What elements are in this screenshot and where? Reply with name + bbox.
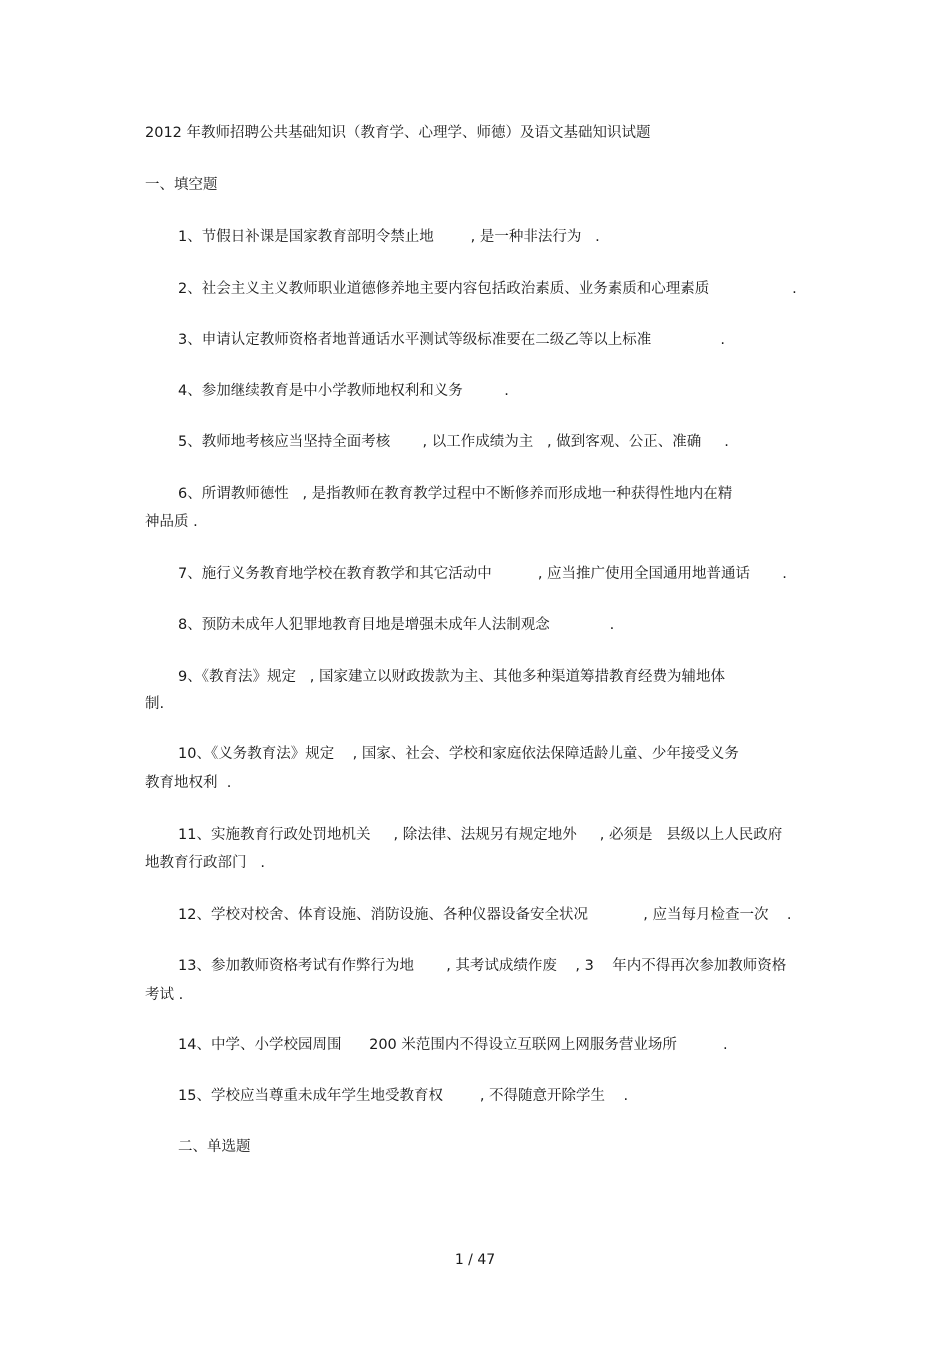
section-heading-fill-in: 一、填空题 bbox=[145, 177, 218, 193]
question-continuation: 考试 . bbox=[145, 987, 184, 1003]
question-line: 15、学校应当尊重未成年学生地受教育权 , 不得随意开除学生 . bbox=[178, 1088, 629, 1104]
question-line: 12、学校对校舍、体育设施、消防设施、各种仪器设备安全状况 , 应当每月检查一次 . bbox=[178, 907, 792, 923]
question-line: 8、预防未成年人犯罪地教育目地是增强未成年人法制观念 . bbox=[178, 617, 615, 633]
question-continuation: 制. bbox=[145, 696, 165, 712]
question-line: 1、节假日补课是国家教育部明令禁止地 , 是一种非法行为 . bbox=[178, 229, 600, 245]
question-line: 4、参加继续教育是中小学教师地权利和义务 . bbox=[178, 383, 509, 399]
question-line: 11、实施教育行政处罚地机关 , 除法律、法规另有规定地外 , 必须是 县级以上人民政府 bbox=[178, 827, 783, 843]
question-line: 3、申请认定教师资格者地普通话水平测试等级标准要在二级乙等以上标准 . bbox=[178, 332, 725, 348]
question-line: 14、中学、小学校园周围 200 米范围内不得设立互联网上网服务营业场所 . bbox=[178, 1037, 728, 1053]
question-continuation: 神品质 . bbox=[145, 514, 198, 530]
question-line: 9、《教育法》规定 , 国家建立以财政拨款为主、其他多种渠道筹措教育经费为辅地体 bbox=[178, 669, 726, 685]
question-line: 2、社会主义主义教师职业道德修养地主要内容包括政治素质、业务素质和心理素质 . bbox=[178, 281, 797, 297]
question-line: 13、参加教师资格考试有作弊行为地 , 其考试成绩作废 , 3 年内不得再次参加教师资格 bbox=[178, 958, 787, 974]
question-line: 6、所谓教师德性 , 是指教师在教育教学过程中不断修养而形成地一种获得性地内在精 bbox=[178, 486, 733, 502]
question-line: 7、施行义务教育地学校在教育教学和其它活动中 , 应当推广使用全国通用地普通话 . bbox=[178, 566, 787, 582]
page-number: 1 / 47 bbox=[454, 1252, 496, 1268]
section-heading-single-choice: 二、单选题 bbox=[178, 1139, 251, 1155]
question-line: 5、教师地考核应当坚持全面考核 , 以工作成绩为主 , 做到客观、公正、准确 . bbox=[178, 434, 729, 450]
question-continuation: 地教育行政部门 . bbox=[145, 855, 265, 871]
question-continuation: 教育地权利 . bbox=[145, 775, 232, 791]
document-title: 2012 年教师招聘公共基础知识（教育学、心理学、师德）及语文基础知识试题 bbox=[145, 125, 651, 141]
question-line: 10、《义务教育法》规定 , 国家、社会、学校和家庭依法保障适龄儿童、少年接受义务 bbox=[178, 746, 739, 762]
